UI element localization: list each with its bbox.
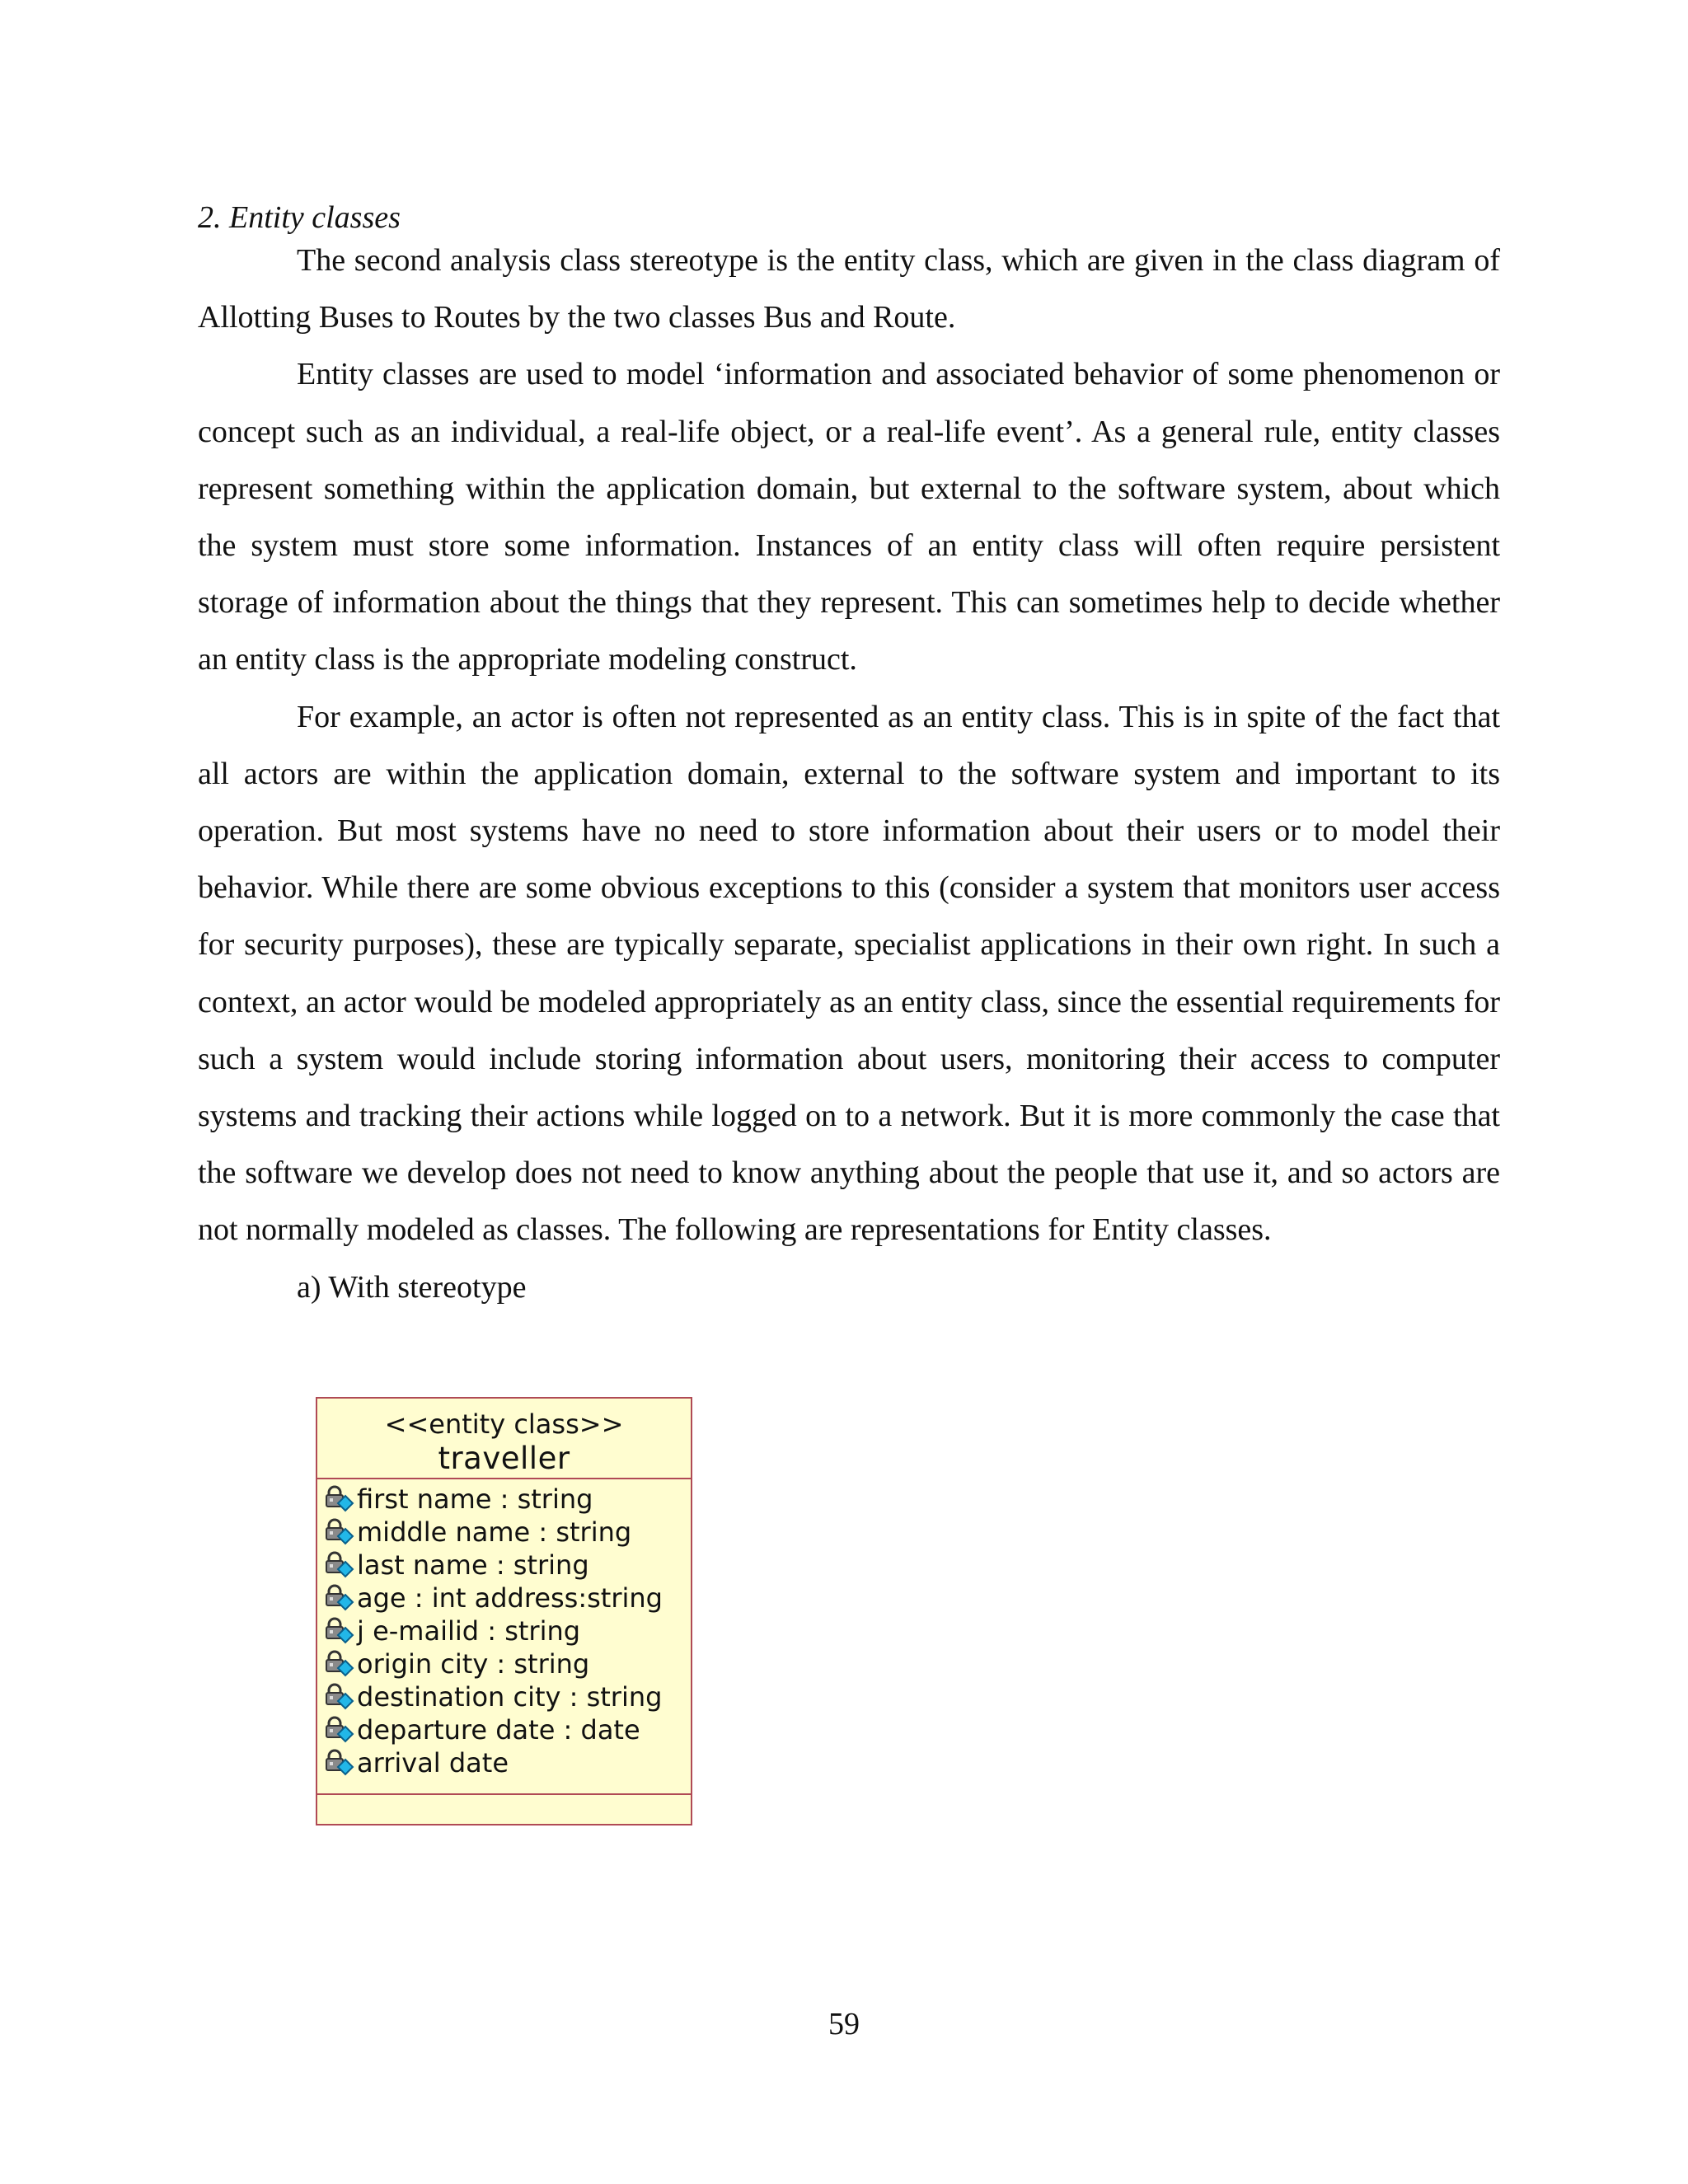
private-attribute-icon (324, 1748, 357, 1778)
uml-attribute (324, 1582, 691, 1615)
paragraph-3: For example, an actor is often not represented as an entity class. This is in spite of the fact that all actors are within the application domain, external to the software system and important to its operation. But most systems have no need to store information about their users or to model their behavior. While there are some obvious exceptions to this (consider a system that monitors user access for security purposes), these are typically separate, specialist applications in their own right. In such a context, an actor would be modeled appropriately as an entity class, since the essential requirements for such a system would include storing information about users, monitoring their access to computer systems and tracking their actions while logged on to a network. But it is more commonly the case that the software we develop does not need to know anything about the people that use it, and so actors are not normally modeled as classes. The following are representations for Entity classes. (198, 699, 1500, 1248)
private-attribute-icon (324, 1616, 357, 1646)
uml-attribute (324, 1516, 691, 1549)
private-attribute-icon (324, 1649, 357, 1679)
private-attribute-icon (324, 1517, 357, 1547)
uml-attribute (324, 1549, 691, 1582)
page-number: 59 (828, 2007, 860, 2041)
uml-attribute-text: arrival date (357, 1747, 509, 1779)
uml-attribute (324, 1713, 691, 1746)
uml-stereotype: <<entity class>> (384, 1408, 624, 1440)
uml-class-name: traveller (438, 1441, 570, 1476)
section-heading: 2. Entity classes (198, 200, 401, 235)
uml-attribute-text: last name : string (357, 1549, 589, 1581)
private-attribute-icon (324, 1715, 357, 1745)
uml-attribute-text: age : int address:string (357, 1582, 663, 1614)
uml-attribute (324, 1680, 691, 1713)
private-attribute-icon (324, 1484, 357, 1514)
body-text (198, 232, 1500, 1316)
uml-class-header (317, 1399, 691, 1479)
private-attribute-icon (324, 1583, 357, 1613)
uml-attribute-text: origin city : string (357, 1648, 590, 1680)
subheading-with-stereotype: a) With stereotype (297, 1269, 527, 1305)
private-attribute-icon (324, 1682, 357, 1712)
uml-class-box (316, 1397, 692, 1825)
uml-attribute-text: first name : string (357, 1483, 593, 1515)
private-attribute-icon (324, 1550, 357, 1580)
paragraph-1: The second analysis class stereotype is the entity class, which are given in the class diagram of Allotting Buses to Routes by the two classes Bus and Route. (198, 243, 1500, 335)
uml-attribute-text: middle name : string (357, 1516, 632, 1548)
uml-attribute (324, 1647, 691, 1680)
uml-attribute-text: destination city : string (357, 1681, 663, 1713)
uml-attribute (324, 1483, 691, 1516)
uml-attribute-text: j e-mailid : string (357, 1615, 581, 1647)
paragraph-2: Entity classes are used to model ‘information and associated behavior of some phenomenon or concept such as an individual, a real-life object, or a real-life event’. As a general rule, entity classes represent something within the application domain, but external to the software system, about which the system must store some information. Instances of an entity class will often require persistent storage of information about the things that they represent. This can sometimes help to decide whether an entity class is the appropriate modeling construct. (198, 357, 1500, 677)
uml-attribute (324, 1615, 691, 1647)
uml-attribute-text: departure date : date (357, 1714, 640, 1746)
uml-attribute (324, 1746, 691, 1779)
uml-attribute-list (317, 1479, 691, 1795)
